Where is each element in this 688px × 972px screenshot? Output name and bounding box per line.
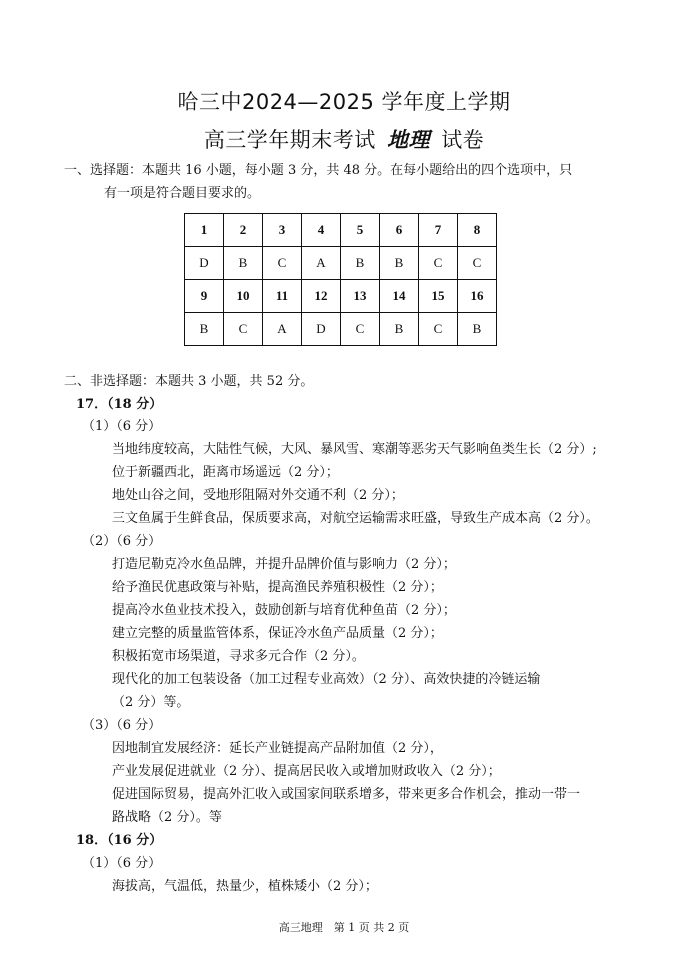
question-number-cell: 10 — [224, 280, 263, 313]
answer-line: 因地制宜发展经济：延长产业链提高产品附加值（2 分）， — [112, 741, 443, 756]
question-number-cell: 13 — [341, 280, 380, 313]
answer-cell: B — [380, 313, 419, 346]
question-number-cell: 14 — [380, 280, 419, 313]
q17-part1-label: （1）（6 分） — [82, 419, 162, 434]
question-number-cell: 3 — [263, 214, 302, 247]
question-number-cell: 6 — [380, 214, 419, 247]
answer-cell: C — [263, 247, 302, 280]
answer-cell: C — [419, 247, 458, 280]
answer-line: 促进国际贸易，提高外汇收入或国家间联系增多，带来更多合作机会，推动一带一 — [112, 787, 581, 802]
section1-heading: 一、选择题：本题共 16 小题，每小题 3 分，共 48 分。在每小题给出的四个选项中，只 — [64, 163, 573, 178]
exam-title: 哈三中2024—2025 学年度上学期 — [177, 90, 511, 114]
q18-heading: 18．（16 分） — [76, 833, 163, 848]
answer-cell: C — [224, 313, 263, 346]
question-number-cell: 12 — [302, 280, 341, 313]
answer-line: 积极拓宽市场渠道，寻求多元合作（2 分）。 — [112, 649, 365, 664]
answer-cell: B — [341, 247, 380, 280]
question-number-cell: 5 — [341, 214, 380, 247]
q17-part2-label: （2）（6 分） — [82, 534, 162, 549]
q17-heading: 17．（18 分） — [76, 397, 163, 412]
answer-line: 产业发展促进就业（2 分）、提高居民收入或增加财政收入（2 分）； — [112, 764, 501, 779]
answer-cell: A — [302, 247, 341, 280]
answer-line: 建立完整的质量监管体系，保证冷水鱼产品质量（2 分）； — [112, 626, 443, 641]
answer-cell: B — [458, 313, 497, 346]
question-number-cell: 4 — [302, 214, 341, 247]
answer-line: 路战略（2 分）。等 — [112, 810, 222, 825]
answer-cell: A — [263, 313, 302, 346]
answer-table — [184, 213, 497, 346]
answer-row — [185, 313, 497, 346]
answer-cell: D — [302, 313, 341, 346]
question-number-cell: 2 — [224, 214, 263, 247]
page-footer: 高三地理 第 1 页 共 2 页 — [278, 921, 410, 934]
q17-part3-label: （3）（6 分） — [82, 718, 162, 733]
section2-heading: 二、非选择题：本题共 3 小题，共 52 分。 — [64, 374, 314, 389]
question-number-cell: 8 — [458, 214, 497, 247]
question-number-cell: 1 — [185, 214, 224, 247]
answer-line: 海拔高，气温低，热量少，植株矮小（2 分）； — [112, 879, 378, 894]
answer-line: 当地纬度较高，大陆性气候，大风、暴风雪、寒潮等恶劣天气影响鱼类生长（2 分）; — [112, 442, 597, 457]
q18-part1-label: （1）（6 分） — [82, 856, 162, 871]
answer-line: 三文鱼属于生鲜食品，保质要求高，对航空运输需求旺盛，导致生产成本高（2 分）。 — [112, 511, 599, 526]
answer-line: 地处山谷之间，受地形阻隔对外交通不利（2 分）； — [112, 488, 404, 503]
question-number-cell: 7 — [419, 214, 458, 247]
answer-cell: C — [458, 247, 497, 280]
question-number-cell: 9 — [185, 280, 224, 313]
subject-name: 地理 — [387, 127, 430, 152]
answer-cell: D — [185, 247, 224, 280]
section1-heading-cont: 有一项是符合题目要求的。 — [104, 186, 261, 201]
exam-subtitle — [0, 124, 688, 154]
answer-line: （2 分）等。 — [112, 695, 190, 710]
answer-line: 位于新疆西北，距离市场遥远（2 分）； — [112, 465, 339, 480]
answer-cell: B — [380, 247, 419, 280]
question-number-cell: 16 — [458, 280, 497, 313]
question-number-cell: 15 — [419, 280, 458, 313]
question-number-row — [185, 214, 497, 247]
question-number-row — [185, 280, 497, 313]
answer-cell: B — [185, 313, 224, 346]
question-number-cell: 11 — [263, 280, 302, 313]
subtitle-prefix: 高三学年期末考试 — [203, 128, 376, 152]
answer-cell: C — [419, 313, 458, 346]
subtitle-suffix: 试卷 — [441, 128, 485, 152]
answer-line: 给予渔民优惠政策与补贴，提高渔民养殖积极性（2 分）； — [112, 580, 443, 595]
answer-line: 提高冷水鱼业技术投入，鼓励创新与培育优种鱼苗（2 分）； — [112, 603, 456, 618]
answer-cell: C — [341, 313, 380, 346]
answer-cell: B — [224, 247, 263, 280]
answer-line: 打造尼勒克冷水鱼品牌，并提升品牌价值与影响力（2 分）； — [112, 557, 456, 572]
answer-line: 现代化的加工包装设备（加工过程专业高效）（2 分）、高效快捷的冷链运输 — [112, 672, 541, 687]
answer-row — [185, 247, 497, 280]
